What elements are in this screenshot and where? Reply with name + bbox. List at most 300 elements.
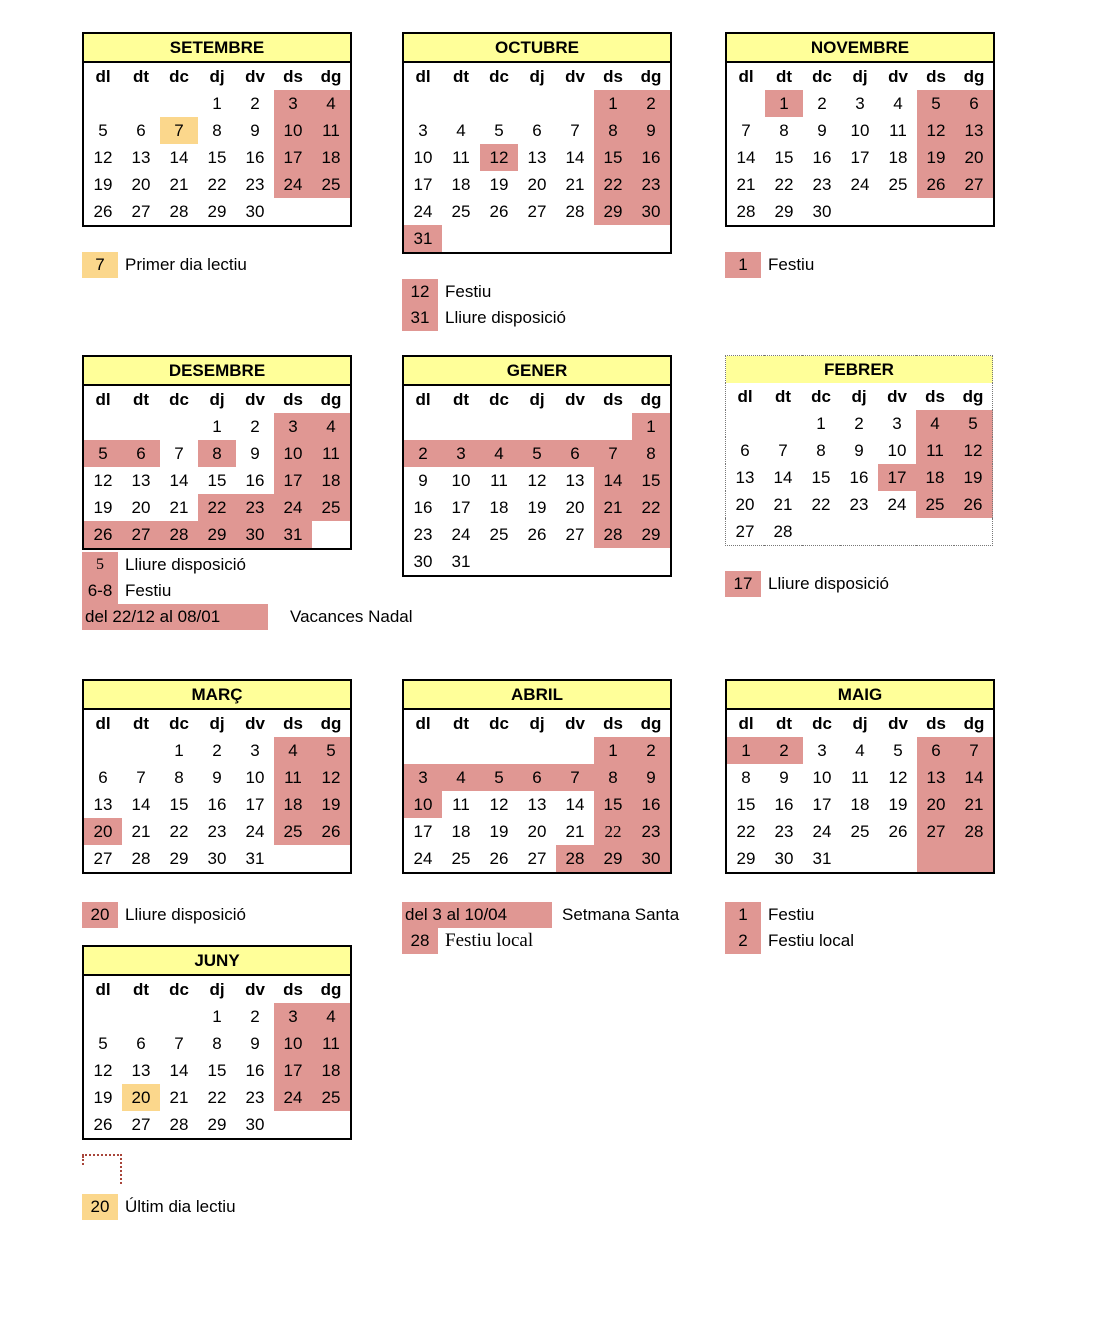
- date-cell: 10: [812, 768, 832, 787]
- date-cell: 13: [527, 148, 547, 167]
- weekday-header-dc: dc: [169, 67, 189, 86]
- weekday-header-dt: dt: [452, 714, 470, 733]
- week-row: [83, 117, 351, 144]
- weekday-header-dg: dg: [640, 714, 662, 733]
- date-cell: 15: [207, 148, 227, 167]
- date-cell: 17: [850, 148, 870, 167]
- empty-cell: [312, 845, 351, 873]
- legend-item: [82, 552, 413, 578]
- date-cell: 24: [245, 822, 265, 841]
- weekday-header-dl: dl: [415, 714, 431, 733]
- date-cell: 6: [917, 737, 955, 764]
- week-row: [403, 764, 671, 791]
- date-cell: 24: [413, 849, 433, 868]
- legend-swatch: del 3 al 10/04: [402, 902, 552, 928]
- date-cell: 11: [452, 795, 470, 814]
- date-cell: 19: [312, 791, 351, 818]
- date-cell: 19: [93, 1088, 113, 1107]
- date-cell: 5: [494, 121, 504, 140]
- legend-swatch: 20: [82, 1194, 118, 1220]
- date-cell: 6: [955, 90, 994, 117]
- date-cell: 8: [198, 440, 236, 467]
- date-cell: 8: [816, 441, 826, 460]
- date-cell: 4: [916, 410, 954, 437]
- legend-item: [725, 252, 995, 278]
- weekday-header-dl: dl: [95, 390, 111, 409]
- week-row: [726, 90, 994, 117]
- legend-label: Vacances Nadal: [290, 607, 413, 626]
- date-cell: 21: [131, 822, 151, 841]
- date-cell: 28: [131, 849, 151, 868]
- date-cell: 14: [565, 795, 585, 814]
- date-cell: 11: [312, 1030, 351, 1057]
- date-cell: 13: [917, 764, 955, 791]
- month-title: FEBRER: [726, 356, 993, 384]
- week-row: [403, 90, 671, 117]
- weekday-header-dv: dv: [245, 390, 265, 409]
- date-cell: 29: [207, 202, 227, 221]
- date-cell: 1: [632, 413, 671, 440]
- date-cell: 8: [741, 768, 751, 787]
- date-cell: 18: [888, 148, 908, 167]
- legend-swatch: 6-8: [82, 578, 118, 604]
- week-row: [726, 791, 994, 818]
- week-row: [403, 548, 671, 576]
- date-cell: 26: [83, 521, 122, 549]
- date-cell: 14: [169, 1061, 189, 1080]
- date-cell: 28: [773, 522, 793, 541]
- legend-list: [725, 902, 995, 954]
- date-cell: 27: [122, 521, 160, 549]
- empty-cell: [594, 225, 632, 253]
- date-cell: 23: [245, 175, 265, 194]
- week-row: [403, 494, 671, 521]
- empty-cell: [480, 90, 518, 117]
- date-cell: 3: [855, 94, 865, 113]
- date-cell: 27: [735, 522, 755, 541]
- date-cell: 2: [250, 417, 260, 436]
- weekday-header-dg: dg: [320, 67, 342, 86]
- empty-cell: [442, 737, 480, 764]
- empty-cell: [632, 225, 671, 253]
- legend-swatch: del 22/12 al 08/01: [82, 604, 268, 630]
- date-cell: 20: [735, 495, 755, 514]
- date-cell: 19: [888, 795, 908, 814]
- weekday-header-dt: dt: [452, 390, 470, 409]
- weekday-header-dj: dj: [852, 67, 868, 86]
- weekday-header-dt: dt: [452, 67, 470, 86]
- date-cell: 17: [413, 175, 433, 194]
- week-row: [83, 521, 351, 549]
- date-cell: 26: [93, 1115, 113, 1134]
- empty-cell: [917, 845, 955, 873]
- weekday-header-dc: dc: [169, 980, 189, 999]
- date-cell: 26: [489, 849, 509, 868]
- month-table-maig: [725, 679, 995, 874]
- week-row: [403, 845, 671, 873]
- date-cell: 5: [98, 1034, 108, 1053]
- month-title-row: [403, 33, 671, 62]
- date-cell: 13: [131, 1061, 151, 1080]
- date-cell: 13: [131, 471, 151, 490]
- weekday-header-ds: ds: [603, 390, 623, 409]
- weekday-header-dj: dj: [529, 67, 545, 86]
- legend-item: [82, 1194, 352, 1220]
- date-cell: 28: [169, 1115, 189, 1134]
- date-cell: 19: [917, 144, 955, 171]
- date-cell: 19: [489, 175, 509, 194]
- date-cell: 2: [817, 94, 827, 113]
- week-row: [403, 737, 671, 764]
- week-row: [83, 737, 351, 764]
- week-row: [83, 791, 351, 818]
- date-cell: 25: [312, 494, 351, 521]
- empty-cell: [312, 1111, 351, 1139]
- date-cell: 7: [594, 440, 632, 467]
- date-cell: 29: [774, 202, 794, 221]
- date-cell: 16: [245, 471, 265, 490]
- date-cell: 11: [312, 440, 351, 467]
- empty-cell: [83, 737, 122, 764]
- date-cell: 2: [250, 1007, 260, 1026]
- date-cell: 3: [817, 741, 827, 760]
- empty-cell: [726, 90, 765, 117]
- weekday-header-ds: ds: [603, 714, 623, 733]
- empty-cell: [878, 518, 916, 546]
- weekday-header-row: [83, 975, 351, 1003]
- date-cell: 9: [632, 117, 671, 144]
- weekday-header-dl: dl: [738, 67, 754, 86]
- date-cell: 11: [889, 121, 907, 140]
- date-cell: 10: [245, 768, 265, 787]
- legend-swatch: 17: [725, 571, 761, 597]
- date-cell: 10: [413, 148, 433, 167]
- empty-cell: [518, 90, 556, 117]
- date-cell: 26: [93, 202, 113, 221]
- weekday-header-dg: dg: [320, 980, 342, 999]
- date-cell: 5: [312, 737, 351, 764]
- date-cell: 17: [245, 795, 265, 814]
- month-desembre: [82, 355, 413, 630]
- date-cell: 27: [527, 202, 547, 221]
- date-cell: 29: [632, 521, 671, 548]
- date-cell: 4: [893, 94, 903, 113]
- date-cell: 16: [774, 795, 794, 814]
- date-cell: 20: [955, 144, 994, 171]
- date-cell: 21: [565, 175, 585, 194]
- legend-item: [82, 252, 352, 278]
- weekday-header-dl: dl: [415, 390, 431, 409]
- date-cell: 28: [594, 521, 632, 548]
- weekday-header-dc: dc: [169, 390, 189, 409]
- weekday-header-dg: dg: [963, 714, 985, 733]
- date-cell: 14: [955, 764, 994, 791]
- week-row: [83, 90, 351, 117]
- weekday-header-dv: dv: [245, 980, 265, 999]
- empty-cell: [879, 198, 917, 226]
- weekday-header-dv: dv: [888, 714, 908, 733]
- weekday-header-dg: dg: [962, 387, 984, 406]
- date-cell: 31: [274, 521, 312, 549]
- empty-cell: [160, 1003, 198, 1030]
- date-cell: 27: [131, 202, 151, 221]
- date-cell: 23: [812, 175, 832, 194]
- date-cell: 26: [312, 818, 351, 845]
- date-cell: 20: [527, 175, 547, 194]
- month-title: GENER: [403, 356, 671, 385]
- date-cell: 22: [774, 175, 794, 194]
- date-cell: 25: [489, 525, 509, 544]
- dotted-outline-box: [82, 1154, 122, 1184]
- date-cell: 8: [594, 117, 632, 144]
- date-cell: 12: [93, 1061, 113, 1080]
- week-row: [726, 410, 993, 437]
- date-cell: 13: [955, 117, 994, 144]
- weekday-header-row: [83, 709, 351, 737]
- month-maig: [725, 679, 995, 954]
- empty-cell: [122, 737, 160, 764]
- date-cell: 16: [245, 1061, 265, 1080]
- date-cell: 23: [632, 818, 671, 845]
- empty-cell: [274, 1111, 312, 1139]
- legend-label: Festiu: [768, 255, 815, 274]
- date-cell: 1: [212, 417, 222, 436]
- empty-cell: [879, 845, 917, 873]
- date-cell: 2: [854, 414, 864, 433]
- legend-swatch: 2: [725, 928, 761, 954]
- date-cell: 5: [893, 741, 903, 760]
- date-cell: 5: [518, 440, 556, 467]
- legend-label: Lliure disposició: [125, 905, 246, 924]
- date-cell: 25: [451, 202, 471, 221]
- date-cell: 22: [811, 495, 831, 514]
- week-row: [83, 1111, 351, 1139]
- date-cell: 18: [312, 1057, 351, 1084]
- date-cell: 4: [442, 764, 480, 791]
- empty-cell: [480, 225, 518, 253]
- date-cell: 28: [169, 202, 189, 221]
- date-cell: 24: [451, 525, 471, 544]
- month-setembre: [82, 32, 352, 278]
- week-row: [83, 494, 351, 521]
- month-table-marc: [82, 679, 352, 874]
- date-cell: 14: [773, 468, 793, 487]
- date-cell: 14: [736, 148, 756, 167]
- date-cell: 9: [250, 444, 260, 463]
- date-cell: 11: [452, 148, 470, 167]
- date-cell: 17: [274, 467, 312, 494]
- date-cell: 25: [312, 171, 351, 198]
- date-cell: 8: [779, 121, 789, 140]
- date-cell: 28: [565, 202, 585, 221]
- date-cell: 18: [451, 175, 471, 194]
- month-title-row: [403, 356, 671, 385]
- date-cell: 29: [169, 849, 189, 868]
- month-title: ABRIL: [403, 680, 671, 709]
- week-row: [403, 225, 671, 253]
- date-cell: 30: [632, 198, 671, 225]
- date-cell: 3: [250, 741, 260, 760]
- weekday-header-ds: ds: [283, 980, 303, 999]
- date-cell: 31: [451, 552, 471, 571]
- empty-cell: [274, 845, 312, 873]
- date-cell: 11: [490, 471, 508, 490]
- date-cell: 23: [245, 1088, 265, 1107]
- date-cell: 26: [888, 822, 908, 841]
- date-cell: 2: [632, 737, 671, 764]
- month-gener: [402, 355, 672, 577]
- date-cell: 8: [594, 764, 632, 791]
- date-cell: 30: [413, 552, 433, 571]
- date-cell: 17: [878, 464, 916, 491]
- week-row: [726, 737, 994, 764]
- date-cell: 18: [850, 795, 870, 814]
- empty-cell: [726, 410, 765, 437]
- empty-cell: [403, 737, 442, 764]
- date-cell: 12: [917, 117, 955, 144]
- date-cell: 8: [212, 121, 222, 140]
- weekday-header-dt: dt: [775, 714, 793, 733]
- date-cell: 21: [736, 175, 756, 194]
- empty-cell: [518, 413, 556, 440]
- legend-item: [725, 902, 995, 928]
- week-row: [726, 437, 993, 464]
- date-cell: 21: [169, 1088, 189, 1107]
- date-cell: 12: [888, 768, 908, 787]
- legend-label: Festiu: [768, 905, 815, 924]
- legend-item: [725, 571, 993, 597]
- date-cell: 29: [594, 198, 632, 225]
- empty-cell: [274, 198, 312, 226]
- week-row: [83, 1030, 351, 1057]
- weekday-header-row: [726, 383, 993, 410]
- legend-label: Festiu local: [445, 930, 534, 951]
- date-cell: 26: [954, 491, 993, 518]
- date-cell: 19: [93, 175, 113, 194]
- legend-swatch: 20: [82, 902, 118, 928]
- month-novembre: [725, 32, 995, 278]
- date-cell: 14: [594, 467, 632, 494]
- empty-cell: [917, 198, 955, 226]
- date-cell: 28: [736, 202, 756, 221]
- week-row: [403, 818, 671, 845]
- week-row: [726, 198, 994, 226]
- date-cell: 10: [451, 471, 471, 490]
- empty-cell: [403, 413, 442, 440]
- weekday-header-dg: dg: [640, 390, 662, 409]
- date-cell: 10: [850, 121, 870, 140]
- date-cell: 1: [816, 414, 826, 433]
- month-title: OCTUBRE: [403, 33, 671, 62]
- weekday-header-row: [83, 385, 351, 413]
- date-cell: 15: [632, 467, 671, 494]
- weekday-header-dl: dl: [738, 714, 754, 733]
- month-table-febrer: [725, 355, 993, 546]
- date-cell: 22: [594, 818, 632, 845]
- weekday-header-dl: dl: [95, 714, 111, 733]
- date-cell: 24: [413, 202, 433, 221]
- legend-label: Lliure disposició: [445, 308, 566, 327]
- empty-cell: [122, 90, 160, 117]
- date-cell: 22: [207, 1088, 227, 1107]
- month-marc: [82, 679, 352, 928]
- date-cell: 25: [888, 175, 908, 194]
- date-cell: 20: [565, 498, 585, 517]
- legend-label: Primer dia lectiu: [125, 255, 247, 274]
- date-cell: 3: [274, 413, 312, 440]
- empty-cell: [312, 198, 351, 226]
- date-cell: 25: [916, 491, 954, 518]
- legend-swatch: 7: [82, 252, 118, 278]
- empty-cell: [83, 1003, 122, 1030]
- date-cell: 13: [565, 471, 585, 490]
- date-cell: 4: [855, 741, 865, 760]
- date-cell: 25: [850, 822, 870, 841]
- weekday-header-dt: dt: [132, 390, 150, 409]
- month-title-row: [83, 680, 351, 709]
- weekday-header-dc: dc: [811, 387, 831, 406]
- week-row: [726, 464, 993, 491]
- date-cell: 29: [594, 845, 632, 873]
- month-table-octubre: [402, 32, 672, 254]
- weekday-header-row: [726, 709, 994, 737]
- date-cell: 1: [212, 1007, 222, 1026]
- date-cell: 2: [212, 741, 222, 760]
- week-row: [83, 467, 351, 494]
- legend-label: Festiu: [445, 282, 492, 301]
- legend-item: [82, 604, 413, 630]
- date-cell: 7: [174, 444, 184, 463]
- date-cell: 4: [480, 440, 518, 467]
- weekday-header-dc: dc: [169, 714, 189, 733]
- date-cell: 24: [274, 494, 312, 521]
- date-cell: 22: [198, 494, 236, 521]
- date-cell: 17: [274, 1057, 312, 1084]
- date-cell: 7: [160, 117, 198, 144]
- date-cell: 26: [527, 525, 547, 544]
- date-cell: 24: [812, 822, 832, 841]
- week-row: [83, 413, 351, 440]
- legend-item: [82, 578, 413, 604]
- date-cell: 18: [312, 144, 351, 171]
- date-cell: 6: [122, 440, 160, 467]
- weekday-header-ds: ds: [925, 387, 945, 406]
- weekday-header-dv: dv: [565, 714, 585, 733]
- month-table-gener: [402, 355, 672, 577]
- date-cell: 21: [565, 822, 585, 841]
- weekday-header-dg: dg: [320, 390, 342, 409]
- date-cell: 1: [765, 90, 803, 117]
- week-row: [726, 491, 993, 518]
- date-cell: 17: [413, 822, 433, 841]
- date-cell: 7: [778, 441, 788, 460]
- week-row: [83, 845, 351, 873]
- date-cell: 16: [207, 795, 227, 814]
- date-cell: 6: [740, 441, 750, 460]
- date-cell: 30: [245, 202, 265, 221]
- month-title-row: [403, 680, 671, 709]
- weekday-header-ds: ds: [283, 67, 303, 86]
- date-cell: 16: [632, 144, 671, 171]
- week-row: [403, 117, 671, 144]
- date-cell: 9: [418, 471, 428, 490]
- month-table-juny: [82, 945, 352, 1140]
- date-cell: 11: [274, 764, 312, 791]
- date-cell: 28: [955, 818, 994, 845]
- legend-label: Lliure disposició: [768, 574, 889, 593]
- date-cell: 3: [418, 121, 428, 140]
- weekday-header-dv: dv: [887, 387, 907, 406]
